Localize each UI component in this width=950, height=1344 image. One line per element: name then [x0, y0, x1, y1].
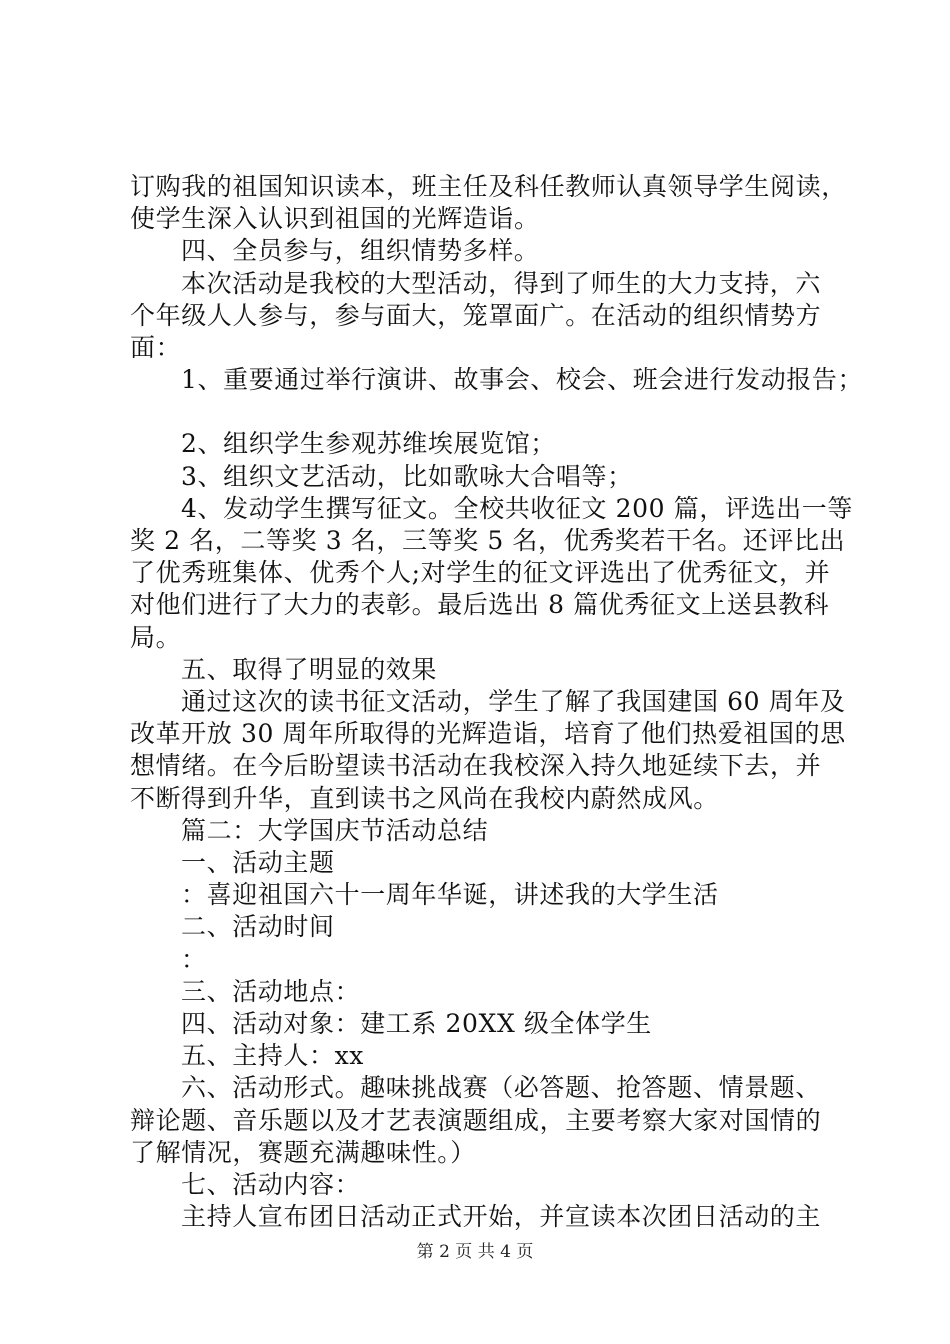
section-heading: 五、取得了明显的效果 — [181, 654, 438, 684]
body-line: 通过这次的读书征文活动，学生了解了我国建国 60 周年及 — [181, 687, 846, 717]
section-heading: 七、活动内容： — [181, 1170, 361, 1200]
body-line: 了优秀班集体、优秀个人;对学生的征文评选出了优秀征文，并 — [130, 558, 831, 588]
section-heading: 三、活动地点： — [181, 976, 361, 1006]
list-item: 3、组织文艺活动，比如歌咏大合唱等； — [181, 461, 633, 491]
section-heading: 六、活动形式。趣味挑战赛（必答题、抢答题、情景题、 — [181, 1073, 822, 1103]
list-item: 2、组织学生参观苏维埃展览馆； — [181, 429, 556, 459]
body-line: 使学生深入认识到祖国的光辉造诣。 — [130, 204, 540, 234]
body-line: 局。 — [130, 622, 182, 652]
section-heading: 四、全员参与，组织情势多样。 — [181, 236, 540, 266]
body-line: 订购我的祖国知识读本，班主任及科任教师认真领导学生阅读， — [130, 172, 847, 201]
body-line: 对他们进行了大力的表彰。最后选出 8 篇优秀征文上送县教科 — [130, 590, 830, 620]
list-item: 1、重要通过举行演讲、故事会、校会、班会进行发动报告； — [181, 365, 864, 395]
body-line: 面： — [130, 333, 182, 363]
body-line: ： — [181, 944, 207, 974]
document-body — [130, 171, 864, 1234]
page-number-label: 第 2 页 共 4 页 — [416, 1242, 534, 1262]
body-line: 想情绪。在今后盼望读书活动在我校深入持久地延续下去，并 — [130, 751, 822, 781]
body-line: 改革开放 30 周年所取得的光辉造诣，培育了他们热爱祖国的思 — [130, 719, 846, 749]
body-line: 奖 2 名，二等奖 3 名，三等奖 5 名，优秀奖若干名。还评比出 — [130, 526, 846, 556]
list-item: 4、发动学生撰写征文。全校共收征文 200 篇，评选出一等 — [181, 493, 853, 523]
body-line: 主持人宣布团日活动正式开始，并宣读本次团日活动的主 — [181, 1202, 822, 1232]
body-line: 了解情况，赛题充满趣味性。） — [130, 1137, 476, 1167]
section-heading: 四、活动对象：建工系 20XX 级全体学生 — [181, 1009, 652, 1039]
section-heading: 五、主持人：xx — [181, 1041, 364, 1071]
body-line: ：喜迎祖国六十一周年华诞，讲述我的大学生活 — [181, 880, 719, 910]
section-heading: 二、活动时间 — [181, 912, 335, 942]
body-line: 不断得到升华，直到读书之风尚在我校内蔚然成风。 — [130, 783, 719, 813]
chapter-heading: 篇二：大学国庆节活动总结 — [181, 815, 489, 845]
body-line: 辩论题、音乐题以及才艺表演题组成，主要考察大家对国情的 — [130, 1105, 822, 1135]
body-line: 本次活动是我校的大型活动，得到了师生的大力支持，六 — [181, 268, 822, 298]
section-heading: 一、活动主题 — [181, 848, 335, 878]
body-line: 个年级人人参与，参与面大，笼罩面广。在活动的组织情势方 — [130, 300, 822, 330]
page-footer — [0, 1240, 950, 1264]
